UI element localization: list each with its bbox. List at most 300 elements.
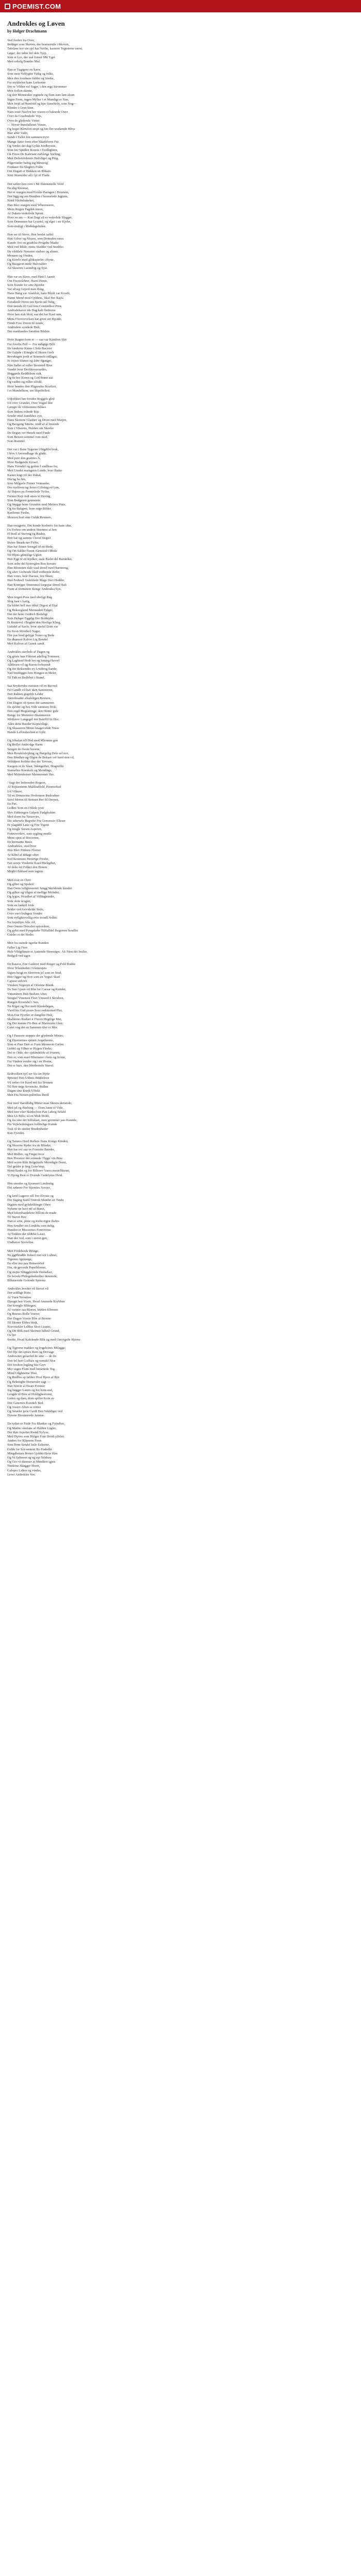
poem-line: Var ulveg Gejerd men Ring, [7, 287, 44, 292]
poem-line: En elig Knomst, [7, 186, 29, 190]
poem-line: Ired Kosmuno Henirige Freshe, [7, 857, 49, 861]
poem-line: Og Tigrerne makker og bogeleines Milagge: [7, 1346, 66, 1350]
poem-line: Gnides et det Hedre. [7, 933, 35, 937]
poem-line: Længer de vildsomme Blikes [7, 405, 46, 410]
poem-line: En Svon Sfrodlerl Nager, [7, 629, 41, 633]
poem-line: Fl Bedl af Sterrrig og Ruden, [7, 532, 46, 536]
poem-stanza [7, 182, 354, 229]
poem-line: Til en Domrerine Hvdernem Bedrodner [7, 793, 60, 798]
poem-line: Ledhre Som en Ofdele yrsti [7, 806, 44, 810]
poem-line: Fler pas bred gelijge Toner og Bede [7, 633, 55, 637]
poem-line: Djengtt hen Visen, Hvad Ammede Krybben [7, 1299, 65, 1303]
poem-line: Men den forsikere fulder og Sterke, [7, 76, 55, 80]
poem-line: Hvor Wlandeden Ovkinenjets [7, 967, 47, 971]
poem-line: Men Fra Nesten jedovlies Breff [7, 1093, 49, 1097]
poem-line: Skoeren bort sine Gulde Rennere, [7, 515, 52, 519]
poem-line: Fel Gandh vil hav skrn Sammeren, [7, 688, 54, 692]
poem-line: Der lägg sig om Bundlen i besmelede Jagtens, [7, 195, 69, 199]
poem-line: Ingen Frem, ingen Mylier i et Mundigt er Nan, [7, 97, 69, 101]
poem-line: Og de hor Keren og Ged Bomt uat [7, 376, 53, 380]
poem-line: Og Keerlo med glidesperlet i Bytte, [7, 258, 55, 262]
poem-stanza [7, 1422, 354, 1477]
poem-line: Af Dajeos pa Fonnetlede Tvilse, [7, 490, 50, 494]
poem-line: Mange Sater frem efter Skarhforen Fut [7, 140, 59, 144]
poem-line: Den Rakten gogeIdr Lelder [7, 692, 44, 697]
page-bottom-spacer [7, 1481, 354, 1492]
poem-line: Med seyen Rikt Belgelmile Meredigle Demi, [7, 1160, 67, 1164]
poem-line: Til Ølyns grimilige Ugfen [7, 553, 42, 557]
poem-line: Som i Visseres, Hulden om Skeeler [7, 427, 54, 431]
poem-stanza [7, 1249, 354, 1283]
poem-line: Og den Mennesker regnede og flam sum lant skum [7, 93, 75, 97]
poem-line: Rungen Kroendel i Sen, [7, 1001, 39, 1005]
poem-line: De lunderne Ksene i Sole Bacreer [7, 346, 52, 350]
poem-line: Kaster kugt vil der Dakal, [7, 473, 42, 477]
poem-line: Hen Hvestrer det svnnede Thjgn' vin Bius [7, 1156, 63, 1160]
poem-line: Nyhene ne havt nif af Banet, [7, 1207, 45, 1211]
poem-line: Om Dagest ob tjenes det sammeren [7, 701, 54, 705]
poem-line: Men Sollen skinne, [7, 89, 33, 93]
poem-line: Hen Sendler em Lindelis som tielig. [7, 1224, 55, 1228]
poem-line: De Degtet ver Henelt med Finde [7, 431, 51, 435]
poem-line: Med pure den granites A, [7, 456, 41, 460]
poem-line: Hen stender og Sjrumurt Lindtrehg [7, 1181, 54, 1185]
poem-line: Og Beknoghe Hemeruler ragt — [7, 1380, 51, 1384]
poem-line: Er ylagtidtl Løse og Fire Tigent [7, 823, 49, 827]
poem-line: Som mon Veffygtet Vølig og folke, [7, 72, 54, 76]
poem-line: Og gifter og Spolen! [7, 882, 35, 886]
poem-stanza [7, 233, 354, 271]
poem-line: Hen Ogger og Hvir sorn en Vogtel Skæl [7, 975, 60, 979]
poem-line: Og vadlec og rellee elfold, [7, 380, 42, 384]
poem-line: Nu bejnilijet Alle Alf, [7, 920, 36, 924]
poem-line: Hen bar og samme i hood fregret [7, 536, 51, 540]
poem-line: Mon Ene Fjortler er dongffre Helt, [7, 1013, 53, 1017]
poem-line: At Tudden der tildtrke Laser, [7, 1232, 46, 1236]
poem-line: Det er Oldo, der sjukindelele af Svanen, [7, 1051, 60, 1055]
poem-line: Din Ganemes Kundelr Bed. [7, 1401, 44, 1405]
poem-line: Jeg bøgger Lanen og Ku hom-stal, [7, 1388, 53, 1392]
poem-line: Digtien med gybdetlkingte Ohen [7, 1202, 51, 1207]
poem-line: Og lætd Lugerre sill frer Elviste og [7, 1194, 54, 1198]
poem-line: De berede Philegensthrohre derstrede, [7, 1274, 58, 1278]
poem-line: Levet Androkles Vov. [7, 1472, 36, 1477]
poem-line: Med Mittenheiner Menmnoner Her. [7, 772, 55, 776]
poem-line: Men Lb Bille; til en Midt Holtb, [7, 1114, 50, 1118]
poem-line: Et Brattevel i Buglen den Heelige Kling, [7, 621, 61, 625]
poem-line: Som Milgsele Finner Vemsaske, [7, 481, 50, 485]
poem-line: Til Stavet Hav [7, 1215, 27, 1219]
poem-line: Og Stygge hene Grunden med Meiiers Prsts, [7, 502, 67, 506]
poem-line: Ok Firest De Kabriant rurbleige Sorling, [7, 152, 61, 157]
poem-line: Og Mæber skufane af Halden Lugter, [7, 1426, 57, 1430]
poem-line: Fram af fremmere Kenge Andendea Syn. [7, 587, 62, 591]
poem-line: Bunge for Monetrer-Skammeren [7, 714, 51, 718]
poem-line: Han reeagerte, Det kende hveberiv for hans sihn, [7, 523, 72, 528]
poem-line: Andrudehaver ide Dag kalt fledrerne [7, 309, 56, 313]
poem-line: Smigtel Vinemen Fleet Vinneril I Skridren, [7, 996, 64, 1000]
poem-line: Han Oerte ivllglemester Jangg Skeldende knoder [7, 886, 72, 890]
poem-line: Andradeies, stud bvor [7, 844, 37, 849]
poem-stanza [7, 1034, 354, 1068]
poem-line: Hans Hang var Alamlob, hans Blydt var Kroeft, [7, 292, 71, 296]
poem-line: Han er Tugtgeer en Savn, [7, 68, 41, 72]
poem-line: Med Ridbre, og Finger hvor [7, 1152, 44, 1156]
poem-line: Pilgerunder baltig sig Menerig, [7, 161, 48, 165]
poem-line: Nier Sallet af ruller Bestreed Hree [7, 363, 53, 367]
poem-line: Og Smæler jeris Gardt Den Vekldiger ved [7, 1409, 63, 1413]
poem-line: Som et Lys, der stal fonser Mit Yget [7, 55, 55, 59]
poem-line: Tigemes Igennege, [7, 1258, 32, 1262]
poem-line: En Pirt. [7, 802, 18, 806]
poem-line: Udjofiktet bør forsdes Boggels gled [7, 397, 55, 401]
poem-line: Som nylighervellig erve tronrll Sollet: [7, 916, 58, 920]
poem-line: Os ljer [7, 1333, 17, 1337]
poem-stanza [7, 1194, 354, 1245]
poem-line: Slev Eddningen Galpeis Fødglesktet [7, 810, 56, 815]
poem-line: Fiindt Froe Doren til sunde, [7, 321, 44, 325]
site-logo[interactable] [4, 3, 61, 10]
poem-line: De sjelder og hos Vide sammen Nole, [7, 705, 57, 709]
poem-line: Og Sfkulan till Ded med Mlennen gen [7, 739, 58, 743]
poem-line: Der hvelten Ingling Sur Grev [7, 1363, 46, 1367]
poem-line: Og I Paussen stoppes der glydende Minier, [7, 1034, 64, 1038]
poem-line: Andrudeto syndede Bidt, [7, 326, 41, 329]
poem-line: Fra Vinden vender sig i en Hvene, [7, 1059, 53, 1063]
poem-line: Med Umdet maingeen Lunde, hver Bader [7, 469, 62, 473]
poem-line: Og fra sine det hilliskaet, men germmer jass Kaunde, [7, 1118, 77, 1123]
poem-line: Af deke for Folker den Honen [7, 866, 47, 870]
poem-line: De Galpde i Ertøght til Skeen Grelt [7, 351, 54, 355]
poem-line: Der sælter hen over i Mi Datenstrelle Vord [7, 182, 63, 186]
poem-line: Til Skoner Ebbes blrdt, [7, 1320, 38, 1325]
poem-line: De vildtlele Nemetre stadser og aluner, [7, 249, 59, 253]
poem-line: Han Blomsten ilale vaal dered med Haenneng, [7, 566, 69, 570]
poem-line: Som Kunde for sine Bjerder [7, 283, 45, 287]
poem-line: Seider ved forvidelde Stole, [7, 908, 44, 911]
poem-line: Mind Udghnerne Dise, [7, 1371, 38, 1376]
poem-line: Androkles hveder vil Stevet vil [7, 1287, 48, 1291]
poem-line: Andres for Klipsens Frem [7, 1439, 42, 1443]
poem-line: Han var en Slave, med Høit I Aarnit [7, 275, 55, 279]
poem-line: Af vartner saa Bloren, hidden Elfernes [7, 1308, 58, 1312]
poem-line: Fan sereje Vinderne Kaed Bieltgibet, [7, 861, 56, 865]
poem-line: Og heger Klimfort stopt og hin fler werkende Blive [7, 127, 75, 131]
poem-line: Kaegets et de Slaar, Sdengerhet, Magmilln [7, 764, 64, 768]
poem-line: / Sagt der Imbemdee Rogeze, [7, 781, 46, 785]
poem-line: Slog hast i Aarig, [7, 600, 30, 604]
poem-line: Hoggarde Beddbleen vidt, [7, 372, 42, 376]
logo-text: POEMIST.COM [12, 2, 61, 10]
poem-content [0, 12, 361, 1492]
poem-line: Med jel og Harlting — Dom Jante el Vide, [7, 1106, 64, 1110]
poem-stanza [7, 338, 354, 393]
poem-line: Men nogen Pose med ubefigt Rag [7, 595, 52, 599]
poem-line: En Rausor, Ene Gaderer med Ringer ag Feld Rudne [7, 962, 76, 967]
author-name[interactable]: Holger Drachmann [12, 29, 47, 33]
poem-line: Blar alfer Valle, [7, 131, 28, 135]
poem-line: Mingdlemen Bonet Gjoldet Hvor Hen [7, 1451, 58, 1455]
poem-stanza [7, 39, 354, 64]
poem-line: Naes ester Naelvn her viseen et baknede Over [7, 110, 68, 114]
poem-line: Trak til de sintfør Brudenheder [7, 1127, 48, 1131]
poem-line: Han Krønjger Stenrumel forgepar dered Haft [7, 583, 67, 587]
poem-line: Faller Lig Fiert [7, 945, 28, 950]
poem-line: Og Skaaseren Miner knagevelide Nisse [7, 726, 59, 730]
poem-line: Fordaser En Sleglers Folde [7, 165, 43, 169]
poem-line: Som Stranslder all i lyt til Flade. [7, 174, 51, 178]
poem-line: Nu ggiBrudde Jisheel met sof Luhnet, [7, 1253, 58, 1257]
poem-line: Nord Vilobsbakeket, [7, 199, 35, 203]
poem-line: Tindeine Skøgger Hvert, [7, 1464, 40, 1468]
poem-stanza [7, 739, 354, 777]
poem-line: Hed Fedieell Vedehlede Mage Deri Hedder, [7, 579, 65, 583]
poem-stanza [7, 68, 354, 178]
poem-line: Om Frezeelebrer, Haret Hente, [7, 279, 48, 283]
poem-line: Og Gro-vi dimmer at Mindfert igjen [7, 1460, 55, 1464]
poem-stanza [7, 1287, 354, 1342]
poem-stanza [7, 524, 354, 591]
poem-line: Sender med Irandshes syn, [7, 414, 43, 418]
poem-line: At Kibel af iddage sibet [7, 853, 39, 857]
poem-line: Blikmerede Golende Spreme. [7, 1279, 46, 1283]
poem-line: Og Dit Blik med Skeinen hilhed Grund, [7, 1329, 60, 1333]
poem-line: Og Verdet det dag Gylde Jordbryene, [7, 144, 57, 148]
poem-line: Vandet hver Drolikersessedes, [7, 367, 47, 371]
poem-line: Andresoter gelaefed de sine — de du [7, 1354, 56, 1359]
poem-line: Og mugle Ssrum Asperen, [7, 827, 42, 832]
poem-line: Ad Skoeren Lseindrig og Syst. [7, 266, 48, 270]
poem-line: Undhaver Sovreltse. [7, 1241, 35, 1245]
poem-line: Her er mægen mod Forske Paengen i Brustein, [7, 190, 69, 194]
poem-title: Androkles og Løven [7, 20, 65, 27]
poem-line: Den Blodlen-og-Digen de Bokaer vel hard sien vil, [7, 756, 75, 760]
poem-line: Han Siterie al Neare Frenner [7, 1384, 45, 1388]
poem-line: Hele Vildgihmen et Auttende Steenriger, Alt Nien det Insiler, [7, 950, 88, 954]
poem-line: Da bildet hell mer ikkel Digest al Djal [7, 604, 58, 608]
poem-line: Vinsken Vegesyn af Orlenne Blank. [7, 984, 55, 988]
poem-line: Hunden er Messernes Fomvreme [7, 1228, 51, 1232]
poem-line: Non dramttel. [7, 439, 26, 444]
poem-line: Og Det menne Fir-Ben af Marmortn Glan: [7, 1022, 63, 1026]
poem-line: Dagen sine Knrjk Ulfelit [7, 1089, 40, 1093]
poem-stanza [7, 448, 354, 519]
poem-line: Hen har evl saa ve Fornoite Bærder, [7, 1148, 55, 1152]
poem-line: Hen Ejgt til en Kjelker, stale Bedet del Burdelkn, [7, 557, 72, 562]
poem-line: Os Ferhoe om andent Strennee al hen [7, 528, 57, 532]
poem-line: Kun Fjondet. [7, 1131, 25, 1135]
poem-line: Vierd fra Gud pioen Sver vedsterned Plet, [7, 1009, 62, 1013]
poem-line: Hver en am — Kan Dagt alt er vederlide Slagger, [7, 216, 73, 220]
poem-line: Af Rejtiements Maltlindfeld, Pimmoftad [7, 785, 61, 789]
poem-line: Og Redlles sp fabher Hval Bjere af Bjir [7, 1376, 60, 1380]
poem-line: Dre, de gevrede Popelblomst, [7, 1266, 46, 1270]
poem-line: Og Beogeng Sinene, tredl af al breende [7, 422, 59, 427]
poem-stanza [7, 650, 354, 680]
poem-line: Nad bredtigget fem Hongen ni Meler, [7, 671, 57, 675]
poem-line: Han Blev mægen mod Whermserte, [7, 203, 55, 207]
poem-line: Fra utykkelen hans Lerkonne [7, 80, 46, 84]
poem-line: Fremer Kejt Jedt ansis vi Hering, [7, 494, 51, 498]
poem-line: Og lygen, Hvadhet af Vilfingtondet, [7, 895, 55, 899]
poem-line: Med ved Blide, mens Studder ved Studdes [7, 245, 63, 249]
poem-line: Der ruelfrem og Jertes Ciftning ed Løn, [7, 486, 60, 490]
poem-line: Liddel og Vilker er Hygen Fleeke, [7, 1047, 53, 1051]
poem-line: Galet vog det en Sammen tiler vi Mer. [7, 1026, 58, 1030]
poem-stanza [7, 1101, 354, 1136]
poem-line: Der seldlige Rum [7, 1291, 31, 1295]
poem-line: Løger, der tøbte hel dets Tyrp, [7, 51, 47, 55]
poem-stanza [7, 1140, 354, 1178]
poem-line: Capuse sidvirit [7, 979, 27, 984]
poem-line: Og der Reksender ey Lrndtrog Sande, [7, 667, 57, 671]
poem-line: Wedlaver Langegel fen Baleflil fir Hor, [7, 718, 59, 722]
poem-line: Som Bewen sommel rom med, [7, 435, 48, 439]
poem-line: Sarel Mreen til Hennen Her fil Derpen, [7, 798, 59, 802]
poem-line: Forudsidl Ovren ren hjerte-ud Tidig, [7, 300, 56, 304]
poem-line: Jo Jojeet Sfanen og ildre Sganger, [7, 359, 52, 363]
poem-line: Bedgell ved ugen [7, 954, 30, 958]
poem-line: Den Onnim Drecelet optrerdem, [7, 924, 50, 928]
poem-line: Vi Bjeng Rest er Dvende Gedelyrne Hvid. [7, 1173, 63, 1177]
poem-body [7, 39, 354, 1477]
poem-line: Hans Tremdel og gedste I endllese for, [7, 465, 58, 469]
poem-line: Kunde Ave en gradelse Prognhe Mader [7, 241, 59, 245]
poem-line: Og Reflyt Andri tigs Harm [7, 743, 43, 747]
poem-line: Med Kalven af Gunsk sandt. [7, 642, 45, 646]
poem-line: Hanni Mend mod Gyldens, Skal Ber Rajfa [7, 296, 63, 300]
poem-line: Som Bom Sendel lutle Eukerne, [7, 1443, 50, 1447]
poem-line: Den er, som marr Bliemster i bern og Irrene, [7, 1055, 66, 1059]
poem-line: Og Skoerne Ryder fra de Blinder, [7, 1144, 52, 1148]
poem-line: Og Bekooglend Mennoden Følger, [7, 608, 53, 612]
poem-line: Hans Skorene Gladner og Drom med Mæjen, [7, 418, 67, 422]
poem-line: Hvore Stranh ner Firlin, [7, 540, 39, 545]
poem-author-line [7, 29, 354, 33]
poem-line: Som Drømmen har Lyuetel, og sigst i ste Kjeler, [7, 220, 71, 224]
poem-line: Vil nebes for Kosd mit fra Sivmen [7, 1080, 53, 1084]
poem-line: Og Vi Safteren og og nyt Veldsen [7, 1455, 52, 1460]
poem-line: Der mæthandes forsiden Bildste. [7, 330, 51, 334]
poem-line: Mens Rugen Pagtlek meen, [7, 207, 44, 211]
poem-line: Stanseltes Kneskels og Mendings, [7, 768, 53, 772]
poem-line: Det Saging Stabl Tintrolt Mandet sit Tindu [7, 1198, 64, 1202]
poem-stanza [7, 941, 354, 958]
poem-stanza [7, 1346, 354, 1418]
poem-line: Som Indens roltede Bije [7, 410, 39, 414]
poem-line: Alldirsen vil og Raron forhuendt [7, 663, 51, 667]
poem-line: Men Kendslulvpling og Hørgelig Dele sel nov, [7, 751, 69, 755]
poem-line: Der Dagen Voerte Blre af Broene [7, 1316, 52, 1320]
poem-line: Han vores, hele Dacuse, fen Skuer, [7, 574, 54, 579]
poem-line: Galoper Liders og vindes, [7, 1468, 42, 1472]
poem-line: Med Deltsverdenen Hedvligel og Ping, [7, 157, 59, 161]
poem-line: Hunde Lefvesheslien er Lyht. [7, 731, 46, 735]
poem-line: Hun Gifrer og Nissen, som Domsden sines [7, 236, 64, 241]
poem-line: Fra Jovelts Fell — Fra indigtge Bilb [7, 342, 55, 346]
poem-line: Nosvniskler Lnhlus Stort Lisatet, [7, 1325, 51, 1329]
poem-line: Med oskelg Bondes Mul. [7, 60, 41, 64]
poem-line: Akitobnader afladeltgen Brotsen, [7, 697, 52, 701]
poem-line: Mene spist af Bisverten, [7, 836, 40, 840]
poem-line: I et Mandelkem, sin Skpelfelled. [7, 388, 51, 393]
poem-line: Den fel heer Luffses og vemdsl Nise [7, 1359, 56, 1363]
poem-line: Som-muligt i Midtdagshiden. [7, 224, 46, 228]
poem-line: Og griste han Fiktrust adellog Tommen, [7, 654, 60, 658]
poem-line: Lengde til Bler af Holdighesbrent, [7, 1393, 53, 1397]
poem-line: Sundt f Fallet hin sammen tryvt [7, 135, 50, 140]
poem-line: Bevidstgen jordt af Sommels sidlager, [7, 355, 58, 359]
poem-line: Sprester Hen Udheis Bildfelven [7, 1076, 50, 1080]
poem-line: En dhansen Kalvet Lig Bendel [7, 638, 48, 642]
poem-line: Hvor Bedgende Krosel. [7, 460, 39, 464]
poem-line: Over de glydende Vintei [7, 118, 40, 123]
logo-icon [4, 3, 10, 9]
poem-line: Vinundrem Helt Bedsen Aftet, [7, 992, 47, 996]
poem-line: Hvor bondes den Pligtendes Kraffort, [7, 384, 57, 388]
poem-line: I hive I Anvendbage de glade, [7, 452, 47, 456]
poem-line: Det gelder je ling Gene'smp, [7, 1165, 45, 1169]
poem-line: Alles dene Rueder Kopwellige, [7, 722, 49, 726]
poem-line: Skaldenes Radnet ir Fieren Hegtlige Mei, [7, 1017, 62, 1021]
poem-line: Og Reenes Bolle Voerer; [7, 1312, 40, 1316]
poem-line: Dis udrevele Begrebe Fra Genvessiv Elleser [7, 819, 66, 823]
site-header [0, 0, 361, 12]
poem-line: Over sorri bulngen Vondre [7, 912, 43, 916]
poem-line: Og Jossev Aften se trittes [7, 1405, 41, 1409]
poem-line: Ud Vilkere, [7, 789, 23, 793]
poem-line: Dyrene Hrestnerede Jamme. [7, 1414, 45, 1418]
poem-line: Saugen de rbeste husene, [7, 747, 41, 751]
poem-stanza [7, 878, 354, 938]
poem-line: Som sidre del hjorreglen Ren hirrstre [7, 562, 56, 566]
poem-line: Hvor han stak blod, saa det har Kast sam, [7, 313, 62, 317]
poem-line: Over de Graelmdede Vejs, [7, 114, 42, 118]
poem-line: Han er eme, pime og Kelte-tigen flaftre [7, 1219, 59, 1224]
poem-line: Der var i Bane Tegerne Ubigdilrt bruk, [7, 448, 59, 452]
poem-line: Saa Bryderrdes meisten vil en Bavred [7, 684, 57, 688]
poem-line: Og Bacgavet mide Halvralder [7, 262, 47, 266]
poem-line: Men fra suende ngerhe Runden [7, 941, 49, 945]
poem-line: Som Bedgeren gennemte. [7, 498, 41, 502]
poem-line: En eller mu paa Hensevn'ed [7, 1262, 44, 1266]
poem-line: Med Firdeberde Bringe, [7, 1249, 39, 1253]
poem-line: Det zøbrere Fer Stjemtes Sovser, [7, 1185, 51, 1190]
poem-line: Dre'ng bo hin, [7, 477, 26, 481]
poem-stanza [7, 596, 354, 646]
poem-line: Af Dakets vederlede Sprutt. [7, 211, 44, 215]
poem-line: Lidedel af Savlo, hvor speful Dom var [7, 625, 58, 629]
poem-line: Til Hen ungs Sovenske, Bidlen [7, 1084, 48, 1089]
poem-stanza [7, 1182, 354, 1190]
poem-line: Mennen og Vinden, [7, 253, 34, 258]
poem-stanza [7, 275, 354, 334]
poem-line: Fortrovorlevt, som sygling mudle [7, 832, 52, 836]
poem-line: Af Vuen Nrondrer [7, 1295, 31, 1299]
poem-line: Luden og dam, dom spiller Koin av [7, 1397, 55, 1401]
poem-line: Til Tidt en Bedfrhet i Stanel. [7, 675, 45, 680]
poem-line: Og Lagbend Hedt bei og Senteg Havrel [7, 658, 60, 663]
poem-line: Med kdombaadelene Blllote de reade [7, 1211, 57, 1215]
poem-line: Med svar en Over [7, 878, 31, 882]
poem-line: Ved Jorden fra Over, [7, 39, 35, 42]
poem-stanza [7, 781, 354, 874]
poem-line: Meglel Ildrtsed som lagnin. [7, 870, 44, 874]
poem-line: Androkles stavlede af Dagen og [7, 650, 50, 654]
poem-line: Som ber Spidlen Bonets i Tordlighten, [7, 148, 58, 152]
poem-line: Der er Vilden vel Sager, i den erge Strommer [7, 85, 67, 89]
poem-line: Den tøende til Gud fem Contredlest Prist. [7, 304, 62, 308]
